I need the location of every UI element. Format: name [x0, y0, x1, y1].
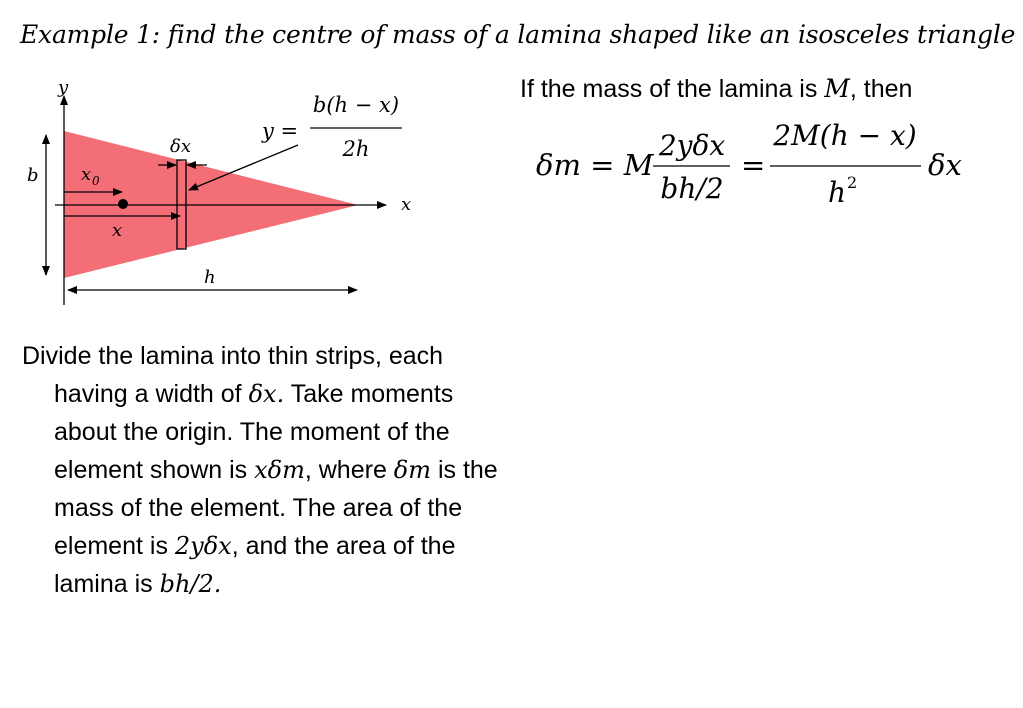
formula-frac1-numerator: 2yδx — [658, 129, 726, 162]
explanation-part3: , where — [304, 456, 394, 484]
line-eq-numerator: b(h − x) — [312, 93, 400, 117]
explanation-part1: Divide the lamina into thin strips, each having a width of — [22, 342, 444, 408]
x0-label: x — [81, 164, 92, 185]
formula-frac1-denominator: bh/2 — [660, 172, 724, 205]
x-axis-label: x — [401, 194, 412, 215]
explanation-text — [22, 337, 522, 603]
lamina-diagram — [0, 0, 520, 320]
formula-frac2-exponent: 2 — [847, 173, 858, 192]
mass-intro-before: If the mass of the lamina is — [520, 75, 825, 103]
explanation-part2: Take moments about the origin. The moment of the element shown is — [54, 380, 454, 484]
mass-intro-text — [520, 74, 912, 104]
explanation-part4: is the mass of the element. The area of the element is — [54, 456, 498, 560]
explanation-part5: , and the area of the lamina is — [54, 532, 456, 598]
b-label: b — [27, 165, 39, 186]
formula-lhs: δm = M — [536, 148, 654, 182]
formula-tail: δx — [928, 148, 962, 182]
math-dm: δm — [393, 456, 432, 484]
math-x-dm: xδm — [254, 456, 305, 484]
formula-equals: = — [741, 148, 766, 182]
math-2y-dx: 2yδx — [174, 532, 232, 560]
line-eq-lhs: y = — [262, 119, 299, 143]
math-dx: δx. — [248, 380, 285, 408]
explanation-paragraph — [22, 337, 522, 603]
line-eq-denominator: 2h — [342, 137, 370, 161]
x-distance-label: x — [112, 220, 123, 241]
mass-intro-after: , then — [849, 75, 913, 103]
formula-frac2-numerator: 2M(h − x) — [773, 119, 917, 152]
formula-frac2-denominator: h — [828, 176, 847, 209]
h-label: h — [204, 267, 216, 288]
mass-variable: M — [824, 74, 850, 103]
y-axis-label: y — [58, 77, 69, 98]
dx-label: δx — [170, 136, 191, 157]
math-bh-over-2: bh/2. — [159, 570, 222, 598]
centre-of-mass-dot — [118, 199, 128, 209]
x0-subscript: 0 — [92, 174, 100, 188]
page-title: Example 1: find the centre of mass of a lamina shaped like an isosceles triangle — [20, 20, 1016, 49]
